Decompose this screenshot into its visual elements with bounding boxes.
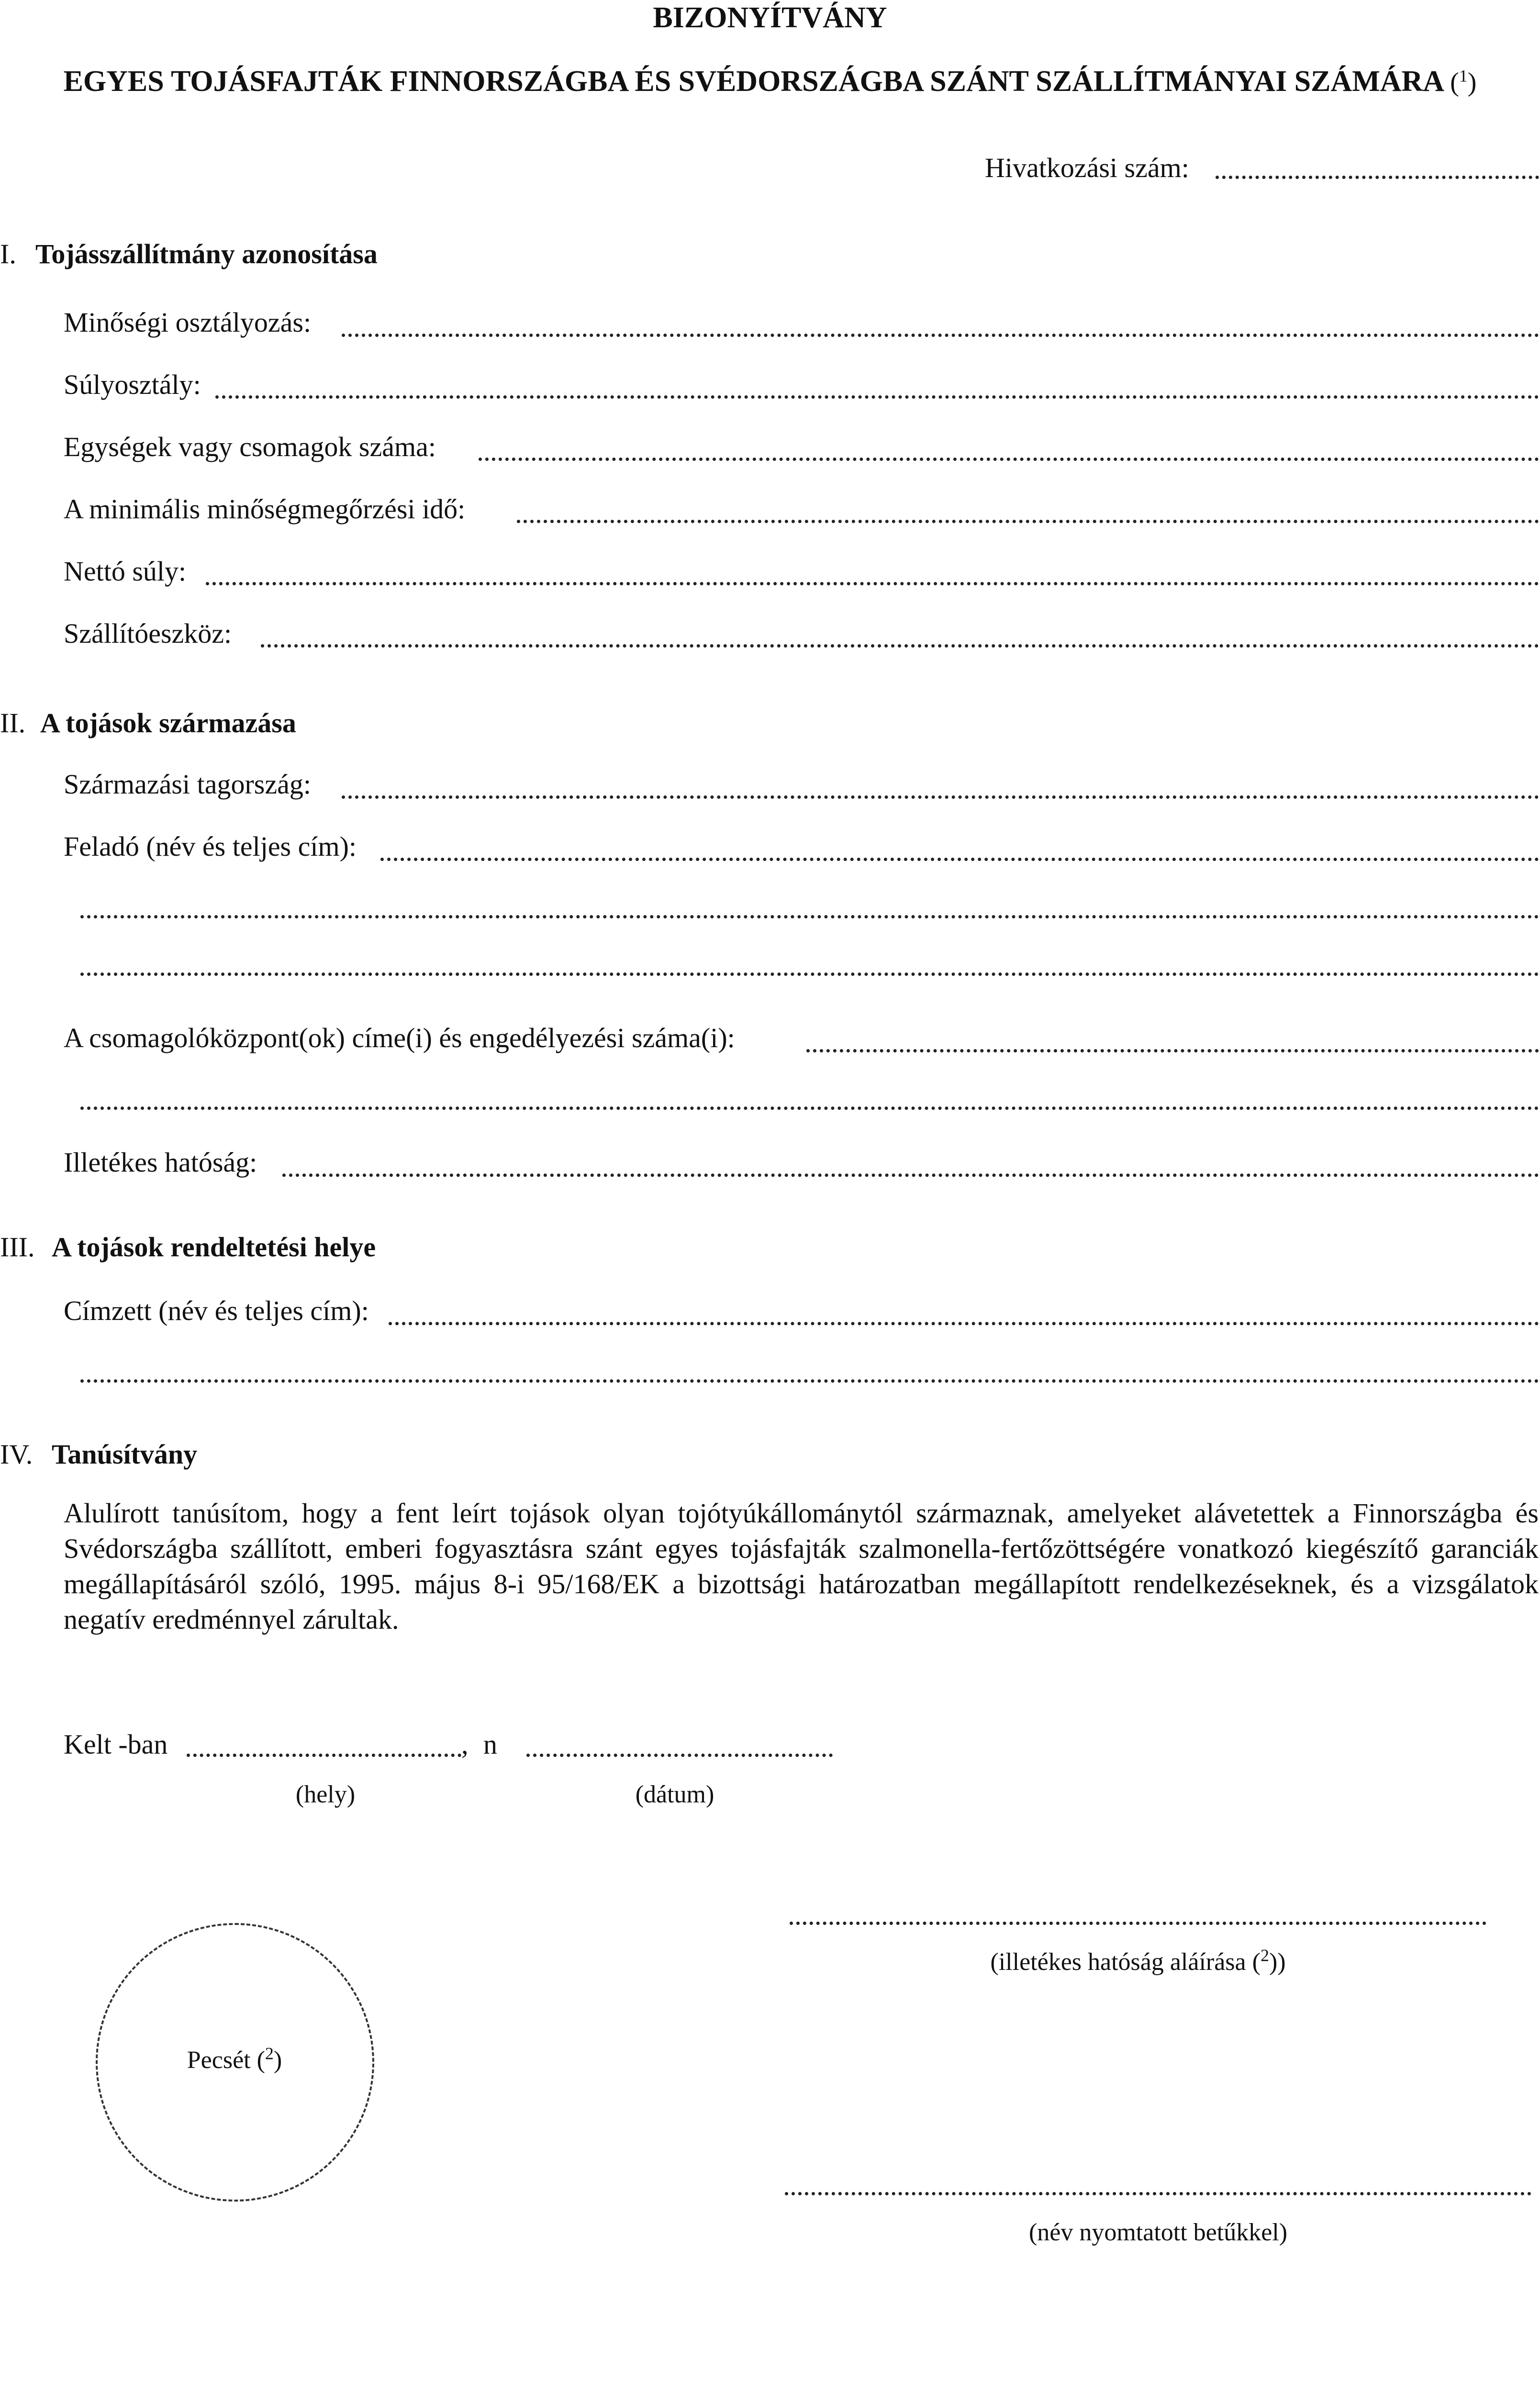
place-field[interactable] — [187, 1754, 461, 1757]
place-caption: (hely) — [295, 1781, 356, 1808]
min-durability-label: A minimális minőségmegőrzési idő: — [64, 493, 466, 525]
n-label: n — [483, 1729, 497, 1760]
kelt-label: Kelt -ban — [64, 1729, 168, 1760]
origin-state-field[interactable] — [342, 795, 1539, 799]
weight-class-label: Súlyosztály: — [64, 369, 201, 400]
printed-name-field[interactable] — [785, 2192, 1531, 2195]
sender-field-line-3[interactable] — [80, 973, 1539, 976]
signature-field[interactable] — [790, 1922, 1486, 1925]
recipient-field-line-2[interactable] — [80, 1379, 1539, 1383]
subtitle-text: EGYES TOJÁSFAJTÁK FINNORSZÁGBA ÉS SVÉDORSZÁGBA SZÁNT SZÁLLÍTMÁNYAI SZÁMÁRA — [63, 65, 1443, 98]
reference-field[interactable] — [1216, 176, 1539, 179]
section-4-number: IV. — [0, 1439, 33, 1470]
signature-caption — [790, 1948, 1486, 1976]
stamp-label-text: Pecsét — [187, 2046, 251, 2074]
transport-label: Szállítóeszköz: — [64, 618, 232, 649]
subtitle-footnote-ref[interactable]: 1 — [1459, 66, 1468, 86]
section-3-number: III. — [0, 1231, 35, 1263]
sender-field[interactable] — [380, 858, 1539, 861]
section-4-heading: Tanúsítvány — [52, 1439, 198, 1470]
packing-centre-field-line-2[interactable] — [80, 1107, 1539, 1110]
origin-state-label: Származási tagország: — [64, 769, 311, 800]
printed-name-caption: (név nyomtatott betűkkel) — [1028, 2219, 1288, 2246]
signature-caption-text: (illetékes hatóság aláírása ( — [990, 1948, 1261, 1976]
stamp-footnote-ref[interactable]: 2 — [265, 2044, 274, 2063]
section-1-heading: Tojásszállítmány azonosítása — [35, 238, 378, 269]
sender-field-line-2[interactable] — [80, 915, 1539, 918]
kelt-comma: , — [461, 1729, 469, 1760]
authority-field[interactable] — [282, 1174, 1539, 1177]
section-2-heading: A tojások származása — [40, 707, 296, 738]
quality-class-label: Minőségi osztályozás: — [64, 307, 312, 338]
certification-text: Alulírott tanúsítom, hogy a fent leírt tojások olyan tojótyúkállománytól származnak, amelyeket alávetettek a Finnországba és Svédországba szállított, emberi fogyasztásra szánt egyes tojásfajták szalmonella-fertőzöttségére vonatkozó kiegészítő garanciák megállapításáról szóló, 1995. május 8-i 95/168/EK a bizottsági határozatban megállapított rendelkezéseknek, és a vizsgálatok negatív eredménnyel zárultak. — [64, 1498, 1539, 1635]
recipient-label: Címzett (név és teljes cím): — [64, 1295, 369, 1326]
net-weight-label: Nettó súly: — [64, 556, 187, 587]
packing-centre-field[interactable] — [806, 1049, 1539, 1052]
section-3-heading: A tojások rendeltetési helye — [52, 1231, 376, 1263]
section-1-number: I. — [0, 238, 16, 269]
signature-footnote-ref[interactable]: 2 — [1260, 1946, 1269, 1965]
net-weight-field[interactable] — [206, 582, 1539, 585]
quality-class-field[interactable] — [342, 334, 1539, 337]
stamp-label: Pecsét ($^2$) — [187, 2044, 282, 2074]
units-count-label: Egységek vagy csomagok száma: — [64, 431, 436, 462]
document-title: BIZONYÍTVÁNY — [653, 1, 887, 34]
reference-label: Hivatkozási szám: — [985, 152, 1189, 183]
date-field[interactable] — [526, 1754, 833, 1757]
transport-field[interactable] — [261, 644, 1539, 648]
packing-centre-label: A csomagolóközpont(ok) címe(i) és engedélyezési száma(i): — [64, 1022, 735, 1053]
signature-caption-close: )) — [1269, 1948, 1286, 1976]
authority-label: Illetékes hatóság: — [64, 1147, 257, 1178]
document-subtitle: EGYES TOJÁSFAJTÁK FINNORSZÁGBA ÉS SVÉDORSZÁGBA SZÁNT SZÁLLÍTMÁNYAI SZÁMÁRA ($^1$) — [63, 65, 1477, 98]
section-2-number: II. — [0, 707, 26, 738]
weight-class-field[interactable] — [215, 395, 1539, 399]
recipient-field[interactable] — [389, 1322, 1539, 1325]
date-caption: (dátum) — [635, 1781, 714, 1808]
units-count-field[interactable] — [479, 458, 1539, 461]
sender-label: Feladó (név és teljes cím): — [64, 831, 357, 862]
min-durability-field[interactable] — [517, 520, 1539, 523]
